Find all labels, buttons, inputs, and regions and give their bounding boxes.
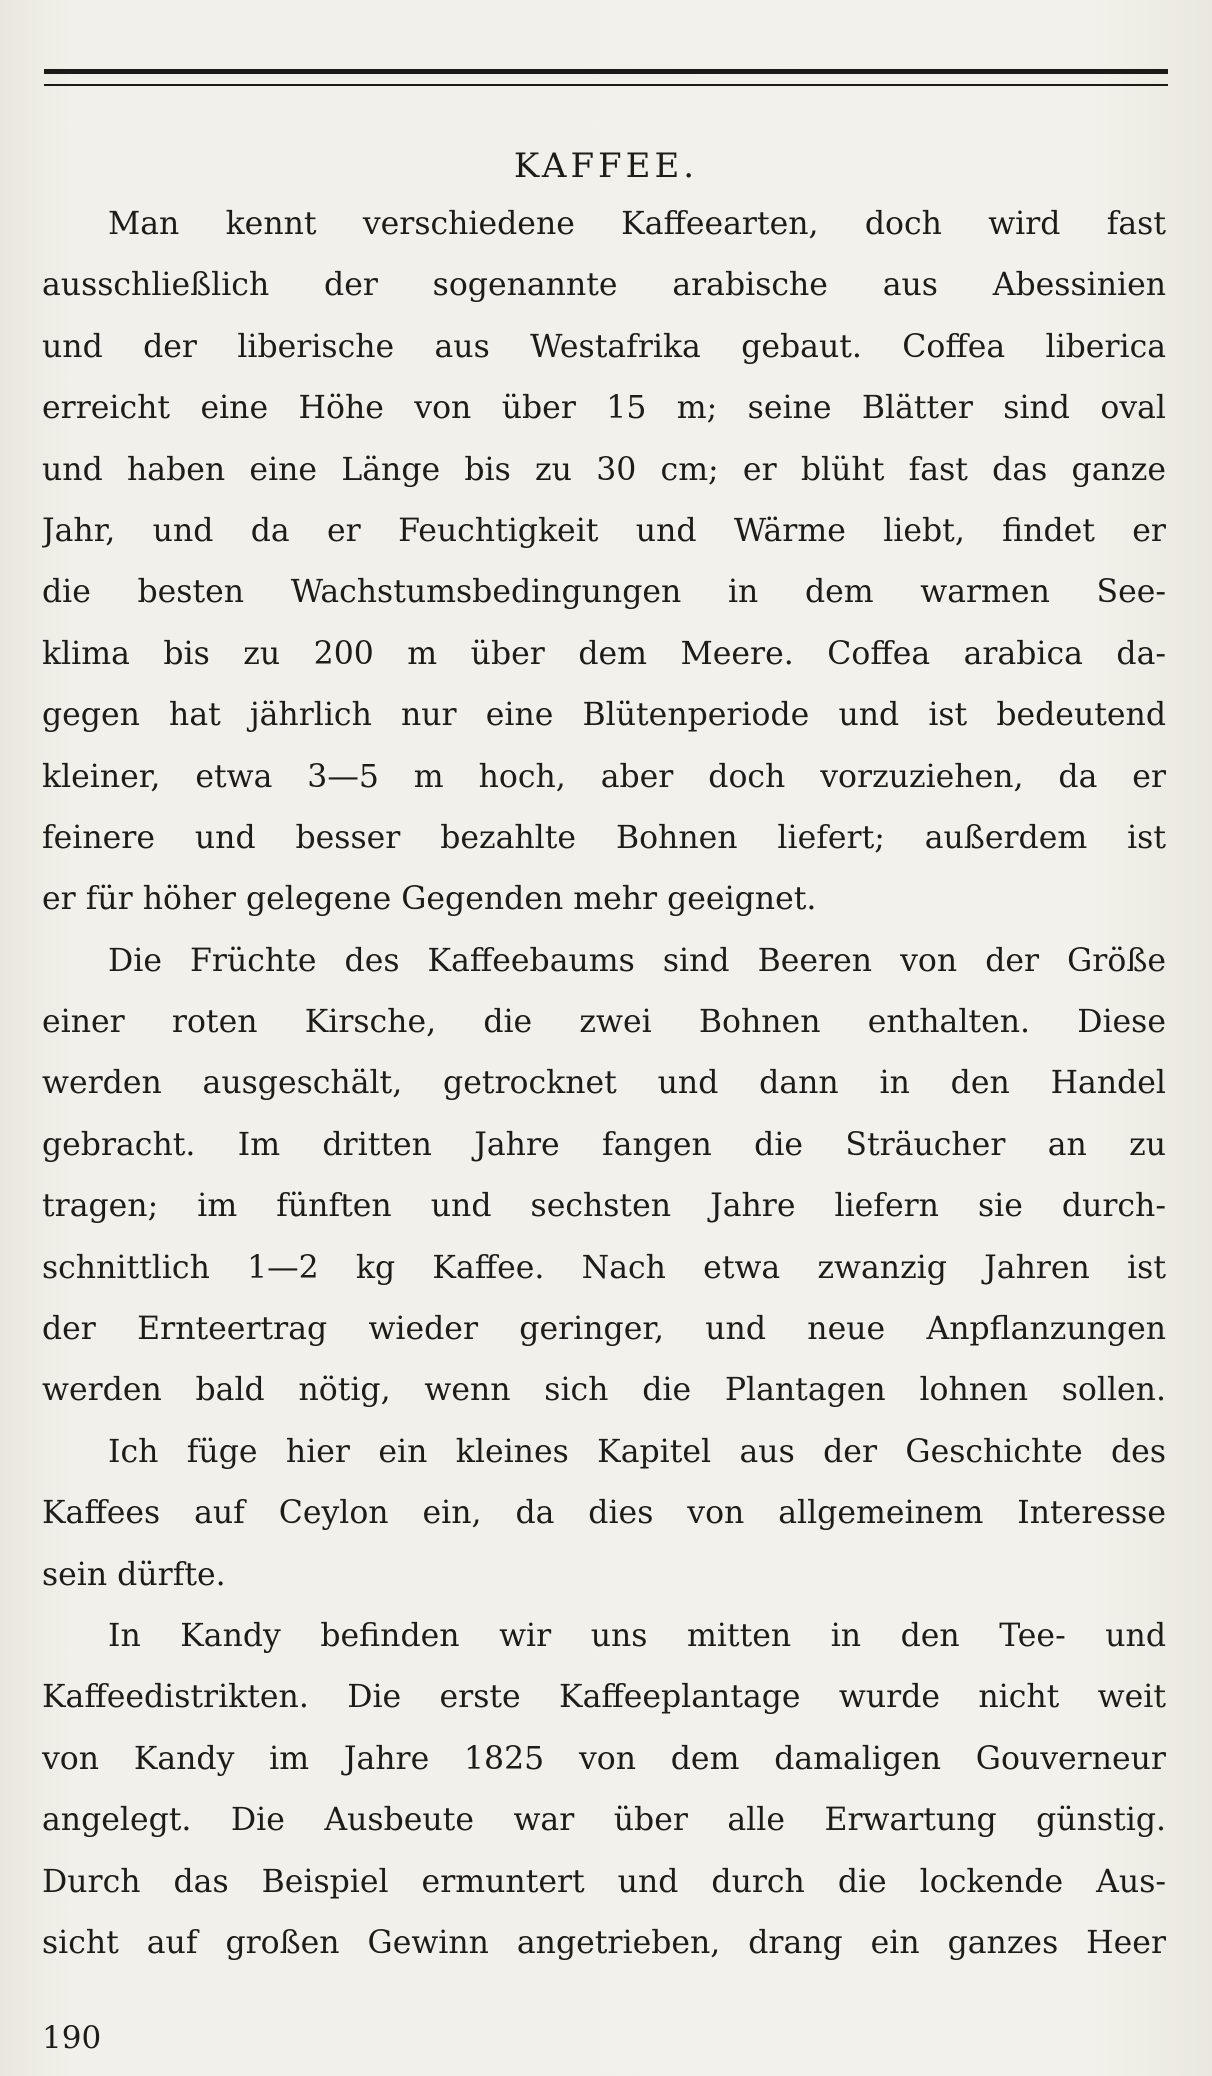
header-rule-thin (44, 84, 1168, 86)
text-line: gegen hat jährlich nur eine Blütenperiode und ist bedeutend (42, 697, 1166, 734)
text-line: von Kandy im Jahre 1825 von dem damaligen Gouverneur (42, 1740, 1166, 1777)
text-line: und der liberische aus Westafrika gebaut. Coffea liberica (42, 328, 1166, 365)
text-line: die besten Wachstumsbedingungen in dem warmen See- (42, 574, 1166, 611)
text-line: Kaffeedistrikten. Die erste Kaffeeplantage wurde nicht weit (42, 1679, 1166, 1716)
text-line: der Ernteertrag wieder geringer, und neue Anpflanzungen (42, 1311, 1166, 1348)
text-line: Ich füge hier ein kleines Kapitel aus der Geschichte des (108, 1433, 1166, 1470)
paragraph-3 (42, 1422, 1166, 1606)
text-line: Jahr, und da er Feuchtigkeit und Wärme liebt, findet er (42, 512, 1166, 549)
text-line: sein dürfte. (42, 1556, 226, 1593)
text-line: er für höher gelegene Gegenden mehr geeignet. (42, 881, 817, 918)
text-line: erreicht eine Höhe von über 15 m; seine Blätter sind oval (42, 390, 1166, 427)
text-line: werden ausgeschält, getrocknet und dann in den Handel (42, 1065, 1166, 1102)
header-rule-thick (44, 69, 1168, 74)
text-line: werden bald nötig, wenn sich die Plantagen lohnen sollen. (42, 1372, 1166, 1409)
text-line: tragen; im fünften und sechsten Jahre liefern sie durch- (42, 1188, 1166, 1225)
text-line: ausschließlich der sogenannte arabische aus Abessinien (42, 267, 1166, 304)
paragraph-1 (42, 194, 1166, 931)
text-line: In Kandy befinden wir uns mitten in den Tee- und (108, 1617, 1166, 1654)
page-number: 190 (42, 2020, 102, 2056)
body-text (42, 194, 1166, 1974)
text-line: kleiner, etwa 3—5 m hoch, aber doch vorzuziehen, da er (42, 758, 1166, 795)
text-line: klima bis zu 200 m über dem Meere. Coffea arabica da- (42, 635, 1166, 672)
text-line: einer roten Kirsche, die zwei Bohnen enthalten. Diese (42, 1004, 1166, 1041)
text-line: Man kennt verschiedene Kaffeearten, doch wird fast (108, 206, 1166, 242)
text-line: gebracht. Im dritten Jahre fangen die Sträucher an zu (42, 1126, 1166, 1163)
text-line: Durch das Beispiel ermuntert und durch die lockende Aus- (42, 1863, 1166, 1900)
text-line: Die Früchte des Kaffeebaums sind Beeren von der Größe (108, 942, 1166, 979)
text-line: schnittlich 1—2 kg Kaffee. Nach etwa zwanzig Jahren ist (42, 1249, 1166, 1286)
text-line: angelegt. Die Ausbeute war über alle Erwartung günstig. (42, 1802, 1166, 1839)
paragraph-4 (42, 1606, 1166, 1974)
text-line: sicht auf großen Gewinn angetrieben, drang ein ganzes Heer (42, 1924, 1166, 1961)
chapter-heading: KAFFEE. (513, 146, 699, 186)
paragraph-2 (42, 931, 1166, 1422)
text-line: und haben eine Länge bis zu 30 cm; er blüht fast das ganze (42, 451, 1166, 488)
text-line: feinere und besser bezahlte Bohnen liefert; außerdem ist (42, 819, 1166, 856)
text-line: Kaffees auf Ceylon ein, da dies von allgemeinem Interesse (42, 1495, 1166, 1532)
